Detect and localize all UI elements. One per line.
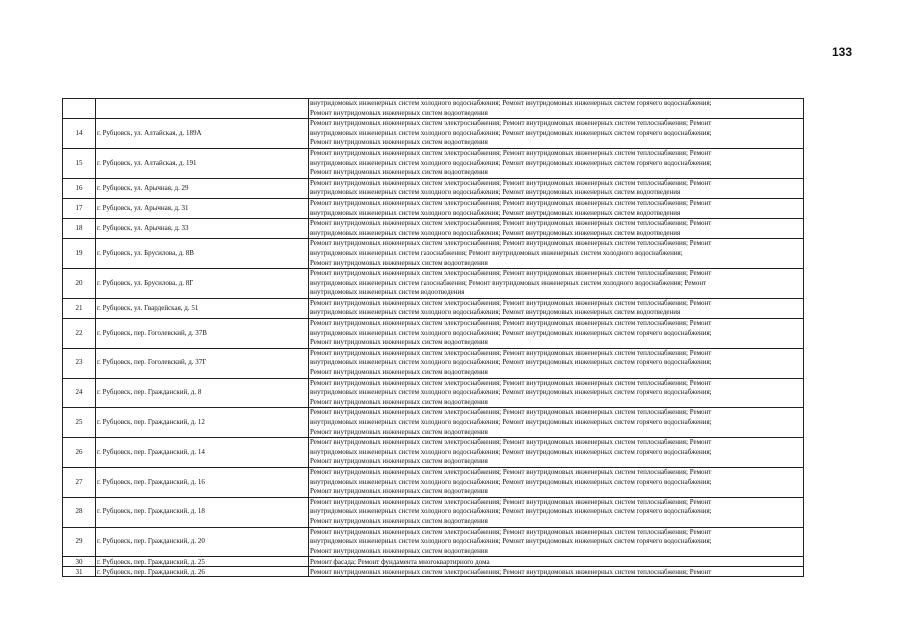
table-row (63, 148, 804, 178)
row-number: 18 (63, 219, 96, 239)
table-row (63, 378, 804, 408)
table-row (63, 99, 804, 119)
table-body (63, 99, 804, 577)
works-line: Ремонт внутридомовых инженерных систем электроснабжения; Ремонт внутридомовых инженерных систем теплоснабжения; Ремонт (310, 408, 712, 417)
works-line: Ремонт внутридомовых инженерных систем водоотведения (310, 427, 488, 436)
table-row (63, 567, 804, 577)
works-line: внутридомовых инженерных систем холодного водоснабжения; Ремонт внутридомовых инженерных систем горячего водоснабжения; (310, 328, 712, 337)
row-number: 25 (63, 408, 96, 438)
works-line: Ремонт внутридомовых инженерных систем электроснабжения; Ремонт внутридомовых инженерных систем теплоснабжения; Ремонт (310, 527, 712, 536)
row-number: 30 (63, 557, 96, 567)
works-line: Ремонт внутридомовых инженерных систем электроснабжения; Ремонт внутридомовых инженерных систем теплоснабжения; Ремонт (310, 148, 712, 157)
works-line: Ремонт внутридомовых инженерных систем водоотведения (310, 397, 488, 406)
table-row (63, 319, 804, 349)
works-line: внутридомовых инженерных систем холодного водоснабжения; Ремонт внутридомовых инженерных систем горячего водоснабжения; (310, 447, 712, 456)
row-number: 27 (63, 467, 96, 497)
table-row (63, 467, 804, 497)
row-number (63, 99, 96, 119)
row-works (309, 348, 804, 378)
row-address: г. Рубцовск, пер. Гражданский, д. 18 (96, 497, 309, 527)
row-number: 20 (63, 269, 96, 299)
works-line: Ремонт внутридомовых инженерных систем водоотведения (310, 108, 488, 117)
row-address: г. Рубцовск, пер. Гражданский, д. 8 (96, 378, 309, 408)
row-address: г. Рубцовск, ул. Брусилова, д. 8В (96, 239, 309, 269)
works-line: Ремонт внутридомовых инженерных систем электроснабжения; Ремонт внутридомовых инженерных систем теплоснабжения; Ремонт (310, 438, 712, 447)
works-line: Ремонт внутридомовых инженерных систем водоотведения (310, 138, 488, 147)
works-line: Ремонт внутридомовых инженерных систем электроснабжения; Ремонт внутридомовых инженерных систем теплоснабжения; Ремонт (310, 219, 712, 228)
works-line: Ремонт фасада; Ремонт фундамента многоквартирного дома (310, 557, 490, 566)
row-works (309, 198, 804, 218)
table-row (63, 298, 804, 318)
works-line: Ремонт внутридомовых инженерных систем электроснабжения; Ремонт внутридомовых инженерных систем теплоснабжения; Ремонт (310, 497, 712, 506)
row-number: 29 (63, 527, 96, 557)
works-line: внутридомовых инженерных систем холодного водоснабжения; Ремонт внутридомовых инженерных систем водоотведения (310, 308, 681, 317)
works-line: Ремонт внутридомовых инженерных систем водоотведения (310, 338, 488, 347)
row-number: 17 (63, 198, 96, 218)
row-works (309, 408, 804, 438)
row-number: 28 (63, 497, 96, 527)
table-row (63, 269, 804, 299)
row-works (309, 219, 804, 239)
works-line: Ремонт внутридомовых инженерных систем электроснабжения; Ремонт внутридомовых инженерных систем теплоснабжения; Ремонт (310, 239, 712, 248)
page-number: 133 (831, 45, 852, 59)
row-works (309, 557, 804, 567)
works-line: Ремонт внутридомовых инженерных систем электроснабжения; Ремонт внутридомовых инженерных систем теплоснабжения; Ремонт (310, 467, 712, 476)
works-line: Ремонт внутридомовых инженерных систем водоотведения (310, 168, 488, 177)
row-works (309, 119, 804, 149)
table-row (63, 198, 804, 218)
row-address: г. Рубцовск, пер. Гоголевский, д. 37В (96, 319, 309, 349)
row-number: 31 (63, 567, 96, 577)
works-line: Ремонт внутридомовых инженерных систем водоотведения (310, 487, 488, 496)
table-row (63, 239, 804, 269)
works-line: Ремонт внутридомовых инженерных систем электроснабжения; Ремонт внутридомовых инженерных систем теплоснабжения; Ремонт (310, 269, 712, 278)
works-line: внутридомовых инженерных систем холодного водоснабжения; Ремонт внутридомовых инженерных систем горячего водоснабжения; (310, 537, 712, 546)
row-works (309, 378, 804, 408)
works-line: внутридомовых инженерных систем водоотведения (310, 288, 465, 297)
works-line: Ремонт внутридомовых инженерных систем водоотведения (310, 368, 488, 377)
row-number: 14 (63, 119, 96, 149)
works-line: Ремонт внутридомовых инженерных систем электроснабжения; Ремонт внутридомовых инженерных систем теплоснабжения; Ремонт (310, 378, 712, 387)
row-number: 22 (63, 319, 96, 349)
row-address: г. Рубцовск, пер. Гражданский, д. 26 (96, 567, 309, 577)
table-row (63, 438, 804, 468)
works-line: Ремонт внутридомовых инженерных систем электроснабжения; Ремонт внутридомовых инженерных систем теплоснабжения; Ремонт (310, 319, 712, 328)
row-works (309, 467, 804, 497)
row-works (309, 567, 804, 577)
row-address: г. Рубцовск, ул. Брусилова, д. 8Г (96, 269, 309, 299)
row-address: г. Рубцовск, пер. Гражданский, д. 20 (96, 527, 309, 557)
table-row (63, 348, 804, 378)
table-row (63, 219, 804, 239)
row-works (309, 269, 804, 299)
works-line: внутридомовых инженерных систем холодного водоснабжения; Ремонт внутридомовых инженерных систем горячего водоснабжения; (310, 158, 712, 167)
row-address: г. Рубцовск, пер. Гражданский, д. 14 (96, 438, 309, 468)
works-line: внутридомовых инженерных систем холодного водоснабжения; Ремонт внутридомовых инженерных систем горячего водоснабжения; (310, 99, 712, 107)
works-line: внутридомовых инженерных систем холодного водоснабжения; Ремонт внутридомовых инженерных систем горячего водоснабжения; (310, 507, 712, 516)
table-row (63, 119, 804, 149)
repair-works-table (62, 98, 804, 577)
table-row (63, 497, 804, 527)
row-number: 24 (63, 378, 96, 408)
row-address: г. Рубцовск, пер. Гражданский, д. 16 (96, 467, 309, 497)
row-address: г. Рубцовск, пер. Гражданский, д. 25 (96, 557, 309, 567)
works-line: внутридомовых инженерных систем холодного водоснабжения; Ремонт внутридомовых инженерных систем горячего водоснабжения; (310, 388, 712, 397)
works-line: Ремонт внутридомовых инженерных систем электроснабжения; Ремонт внутридомовых инженерных систем теплоснабжения; Ремонт (310, 198, 712, 207)
row-number: 15 (63, 148, 96, 178)
works-line: внутридомовых инженерных систем газоснабжения; Ремонт внутридомовых инженерных систем холодного водоснабжения; (310, 248, 683, 257)
works-line: внутридомовых инженерных систем холодного водоснабжения; Ремонт внутридомовых инженерных систем горячего водоснабжения; (310, 477, 712, 486)
works-line: внутридомовых инженерных систем холодного водоснабжения; Ремонт внутридомовых инженерных систем горячего водоснабжения; (310, 418, 712, 426)
works-line: Ремонт внутридомовых инженерных систем водоотведения (310, 546, 488, 555)
row-number: 23 (63, 348, 96, 378)
works-line: Ремонт внутридомовых инженерных систем электроснабжения; Ремонт внутридомовых инженерных систем теплоснабжения; Ремонт (310, 178, 712, 187)
works-line: Ремонт внутридомовых инженерных систем водоотведения (310, 258, 488, 267)
row-address: г. Рубцовск, ул. Гвардейская, д. 51 (96, 298, 309, 318)
row-address: г. Рубцовск, пер. Гражданский, д. 12 (96, 408, 309, 438)
table-row (63, 178, 804, 198)
row-works (309, 178, 804, 198)
works-line: внутридомовых инженерных систем холодного водоснабжения; Ремонт внутридомовых инженерных систем водоотведения (310, 188, 681, 197)
row-works (309, 148, 804, 178)
row-number: 21 (63, 298, 96, 318)
row-address: г. Рубцовск, ул. Алтайская, д. 189А (96, 119, 309, 149)
works-line: Ремонт внутридомовых инженерных систем электроснабжения; Ремонт внутридомовых инженерных систем теплоснабжения; Ремонт (310, 348, 712, 357)
works-line: Ремонт внутридомовых инженерных систем электроснабжения; Ремонт внутридомовых инженерных систем теплоснабжения; Ремонт (310, 298, 712, 307)
row-address: г. Рубцовск, пер. Гоголевский, д. 37Г (96, 348, 309, 378)
works-line: внутридомовых инженерных систем холодного водоснабжения; Ремонт внутридомовых инженерных систем горячего водоснабжения; (310, 128, 712, 137)
works-line: внутридомовых инженерных систем газоснабжения; Ремонт внутридомовых инженерных систем холодного водоснабжения; Ремонт (310, 278, 707, 287)
row-address (96, 99, 309, 119)
row-works (309, 319, 804, 349)
row-address: г. Рубцовск, ул. Алтайская, д. 191 (96, 148, 309, 178)
table-row (63, 527, 804, 557)
row-address: г. Рубцовск, ул. Арычная, д. 29 (96, 178, 309, 198)
row-address: г. Рубцовск, ул. Арычная, д. 33 (96, 219, 309, 239)
row-number: 26 (63, 438, 96, 468)
table-row (63, 408, 804, 438)
row-works (309, 497, 804, 527)
row-works (309, 527, 804, 557)
row-address: г. Рубцовск, ул. Арычная, д. 31 (96, 198, 309, 218)
works-line: внутридомовых инженерных систем холодного водоснабжения; Ремонт внутридомовых инженерных систем водоотведения (310, 228, 681, 237)
works-line: Ремонт внутридомовых инженерных систем водоотведения (310, 457, 488, 466)
row-works (309, 438, 804, 468)
table-row (63, 557, 804, 567)
works-line: внутридомовых инженерных систем холодного водоснабжения; Ремонт внутридомовых инженерных систем водоотведения (310, 208, 681, 217)
row-number: 19 (63, 239, 96, 269)
row-works (309, 239, 804, 269)
row-number: 16 (63, 178, 96, 198)
row-works (309, 298, 804, 318)
works-line: Ремонт внутридомовых инженерных систем электроснабжения; Ремонт внутридомовых инженерных систем теплоснабжения; Ремонт (310, 119, 712, 128)
works-line: внутридомовых инженерных систем холодного водоснабжения; Ремонт внутридомовых инженерных систем горячего водоснабжения; (310, 358, 712, 367)
works-line: Ремонт внутридомовых инженерных систем электроснабжения; Ремонт внутридомовых инженерных систем теплоснабжения; Ремонт (310, 567, 712, 576)
works-line: Ремонт внутридомовых инженерных систем водоотведения (310, 516, 488, 525)
row-works (309, 99, 804, 119)
